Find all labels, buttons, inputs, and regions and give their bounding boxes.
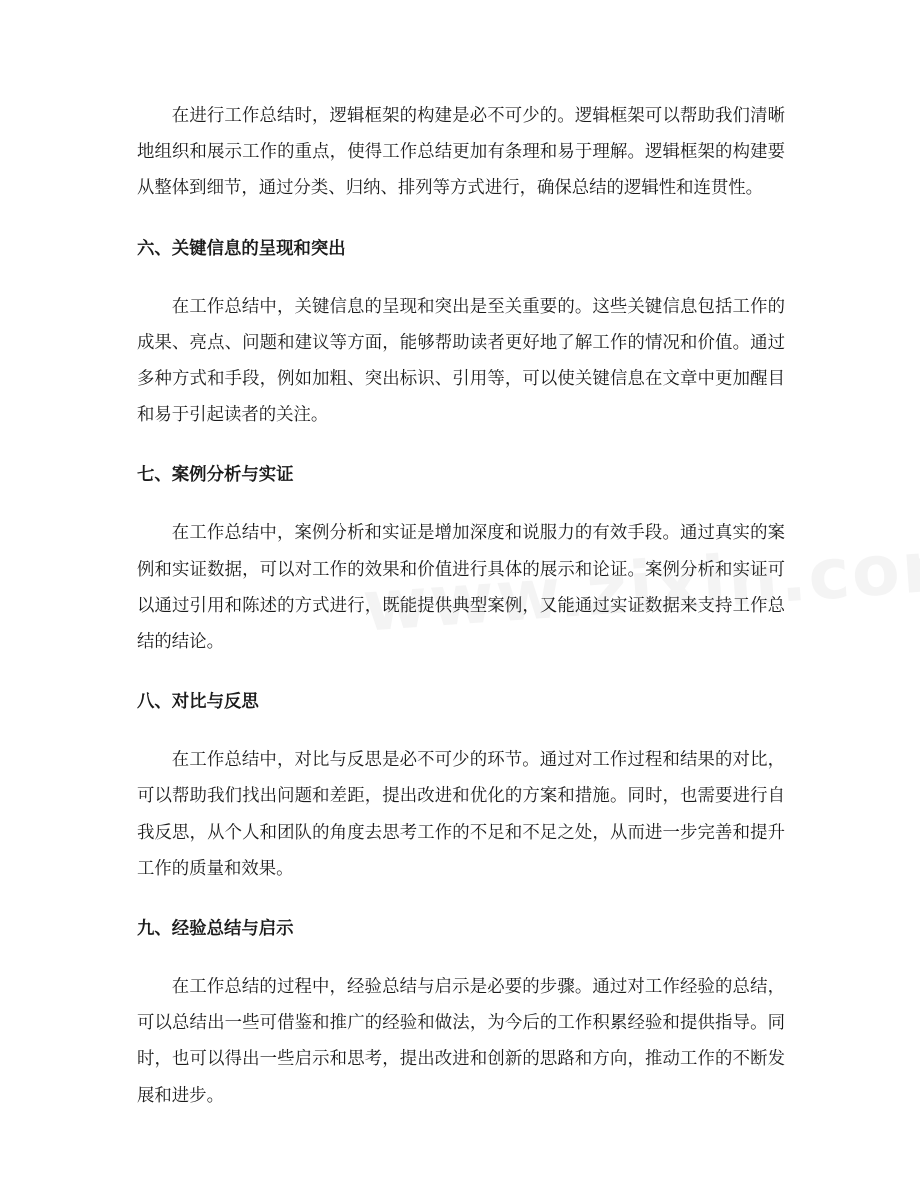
section-heading-8: 八、对比与反思	[137, 692, 259, 713]
section-paragraph-6: 在工作总结中，关键信息的呈现和突出是至关重要的。这些关键信息包括工作的成果、亮点、问题和建议等方面，能够帮助读者更好地了解工作的情况和价值。通过多种方式和手段，例如加粗、突出标识、引用等，可以使关键信息在文章中更加醒目和易于引起读者的关注。	[137, 296, 785, 426]
section-heading-7: 七、案例分析与实证	[137, 465, 294, 486]
section-paragraph-7: 在工作总结中，案例分析和实证是增加深度和说服力的有效手段。通过真实的案例和实证数据，可以对工作的效果和价值进行具体的展示和论证。案例分析和实证可以通过引用和陈述的方式进行，既能提供典型案例，又能通过实证数据来支持工作总结的结论。	[137, 523, 785, 653]
section-heading-6: 六、关键信息的呈现和突出	[137, 238, 346, 259]
document-body	[137, 98, 785, 1114]
section-paragraph-9: 在工作总结的过程中，经验总结与启示是必要的步骤。通过对工作经验的总结，可以总结出一些可借鉴和推广的经验和做法，为今后的工作积累经验和提供指导。同时，也可以得出一些启示和思考，提出改进和创新的思路和方向，推动工作的不断发展和进步。	[137, 977, 785, 1106]
section-paragraph-8: 在工作总结中，对比与反思是必不可少的环节。通过对工作过程和结果的对比，可以帮助我们找出问题和差距，提出改进和优化的方案和措施。同时，也需要进行自我反思，从个人和团队的角度去思考工作的不足和不足之处，从而进一步完善和提升工作的质量和效果。	[137, 750, 785, 879]
intro-paragraph: 在进行工作总结时，逻辑框架的构建是必不可少的。逻辑框架可以帮助我们清晰地组织和展示工作的重点，使得工作总结更加有条理和易于理解。逻辑框架的构建要从整体到细节，通过分类、归纳、排列等方式进行，确保总结的逻辑性和连贯性。	[137, 106, 785, 199]
section-heading-9: 九、经验总结与启示	[137, 919, 294, 940]
